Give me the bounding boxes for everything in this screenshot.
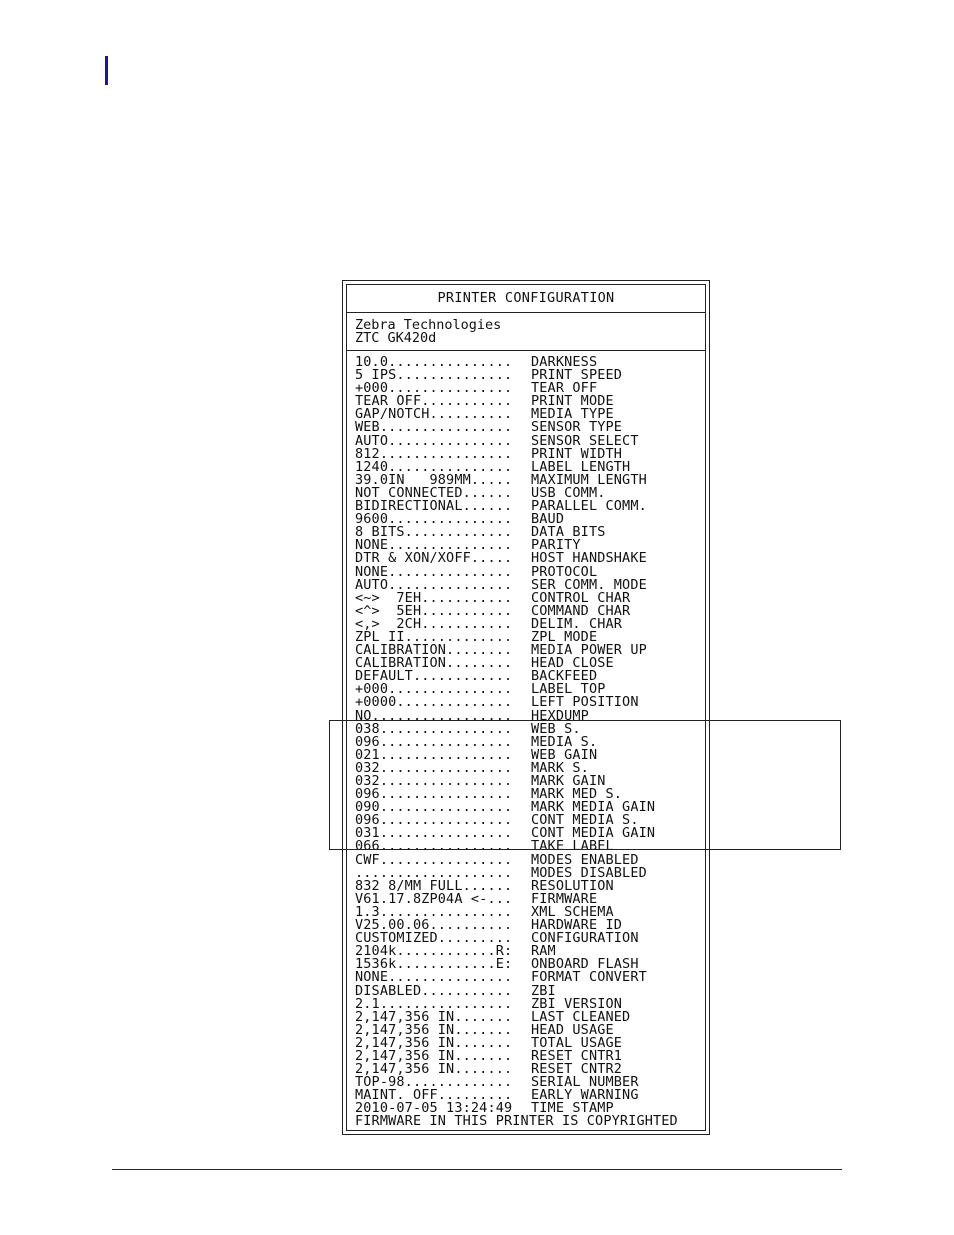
setting-value: 832 8/MM FULL......: [355, 877, 513, 894]
setting-label: HEAD CLOSE: [531, 655, 614, 672]
manufacturer-block: [347, 313, 705, 351]
setting-label: DELIM. CHAR: [531, 615, 623, 632]
setting-label: CONT MEDIA GAIN: [531, 825, 656, 842]
setting-label: LABEL LENGTH: [531, 458, 631, 475]
setting-value: 1.3................: [355, 903, 513, 920]
setting-label: SENSOR TYPE: [531, 419, 623, 436]
setting-value: +0000..............: [355, 694, 513, 711]
setting-value: CALIBRATION........: [355, 655, 513, 672]
setting-label: MEDIA TYPE: [531, 406, 614, 423]
setting-label: USB COMM.: [531, 484, 606, 501]
setting-value: CUSTOMIZED.........: [355, 930, 513, 947]
setting-value: GAP/NOTCH..........: [355, 406, 513, 423]
setting-value: V61.17.8ZP04A <-...: [355, 890, 513, 907]
setting-value: 812................: [355, 445, 513, 462]
setting-label: MARK S.: [531, 759, 589, 776]
setting-value: <~> 7EH...........: [355, 589, 513, 606]
setting-label: CONFIGURATION: [531, 930, 639, 947]
setting-label: EARLY WARNING: [531, 1087, 639, 1104]
setting-label: HEAD USAGE: [531, 1021, 614, 1038]
setting-label: PROTOCOL: [531, 563, 598, 580]
setting-value: 090................: [355, 799, 513, 816]
setting-label: DATA BITS: [531, 524, 606, 541]
setting-label: RESET CNTR2: [531, 1061, 623, 1078]
setting-label: TAKE LABEL: [531, 838, 614, 855]
manufacturer-name: Zebra Technologies: [355, 317, 502, 333]
setting-value: 2,147,356 IN.......: [355, 1061, 513, 1078]
setting-value: 8 BITS.............: [355, 524, 513, 541]
setting-value: 031................: [355, 825, 513, 842]
setting-value: 096................: [355, 786, 513, 803]
setting-value: <^> 5EH...........: [355, 602, 513, 619]
setting-value: 2010-07-05 13:24:49: [355, 1100, 513, 1117]
setting-label: ZBI: [531, 982, 556, 999]
footer-rule: [112, 1169, 842, 1170]
setting-label: FIRMWARE: [531, 890, 598, 907]
setting-label: HARDWARE ID: [531, 917, 623, 934]
setting-value: 2,147,356 IN.......: [355, 1034, 513, 1051]
label-title: PRINTER CONFIGURATION: [347, 285, 705, 313]
setting-label: TIME STAMP: [531, 1100, 614, 1117]
setting-label: PRINT WIDTH: [531, 445, 623, 462]
setting-label: HEXDUMP: [531, 707, 589, 724]
setting-value: 096................: [355, 812, 513, 829]
setting-value: NOT CONNECTED......: [355, 484, 513, 501]
printer-model: ZTC GK420d: [355, 330, 437, 346]
setting-value: <,> 2CH...........: [355, 615, 513, 632]
setting-value: TOP-98.............: [355, 1074, 513, 1091]
setting-label: ONBOARD FLASH: [531, 956, 639, 973]
setting-value: +000...............: [355, 380, 513, 397]
setting-label: WEB GAIN: [531, 746, 598, 763]
setting-value: 9600...............: [355, 511, 513, 528]
setting-value: V25.00.06..........: [355, 917, 513, 934]
copyright-notice: FIRMWARE IN THIS PRINTER IS COPYRIGHTED: [355, 1113, 678, 1130]
printer-configuration-label: [342, 280, 710, 1135]
setting-label: ZPL MODE: [531, 628, 598, 645]
setting-value: 066................: [355, 838, 513, 855]
setting-label: PARITY: [531, 537, 581, 554]
setting-value: AUTO...............: [355, 576, 513, 593]
setting-value: AUTO...............: [355, 432, 513, 449]
setting-label: LABEL TOP: [531, 681, 606, 698]
setting-label: TEAR OFF: [531, 380, 598, 397]
setting-value: 032................: [355, 773, 513, 789]
setting-value: NONE...............: [355, 969, 513, 986]
setting-label: LEFT POSITION: [531, 694, 639, 711]
setting-value: 10.0...............: [355, 354, 513, 370]
setting-label: MAXIMUM LENGTH: [531, 471, 647, 488]
setting-label: MARK MEDIA GAIN: [531, 799, 656, 816]
setting-value: 1240...............: [355, 458, 513, 475]
setting-label: ZBI VERSION: [531, 995, 623, 1012]
setting-value: 038................: [355, 720, 513, 737]
setting-label: COMMAND CHAR: [531, 602, 631, 619]
setting-label: CONT MEDIA S.: [531, 812, 639, 829]
left-margin-bar: [105, 56, 108, 85]
setting-value: DEFAULT............: [355, 668, 513, 685]
sensor-settings-callout-box: [329, 720, 841, 850]
setting-label: SER COMM. MODE: [531, 576, 647, 593]
setting-label: RESOLUTION: [531, 877, 614, 894]
setting-value: NO.................: [355, 707, 513, 724]
setting-value: CALIBRATION........: [355, 642, 513, 659]
setting-label: PRINT MODE: [531, 393, 614, 410]
setting-label: DARKNESS: [531, 354, 598, 370]
setting-label: CONTROL CHAR: [531, 589, 631, 606]
setting-value: DTR & XON/XOFF.....: [355, 550, 513, 567]
setting-value: 39.0IN 989MM.....: [355, 471, 513, 488]
setting-label: PARALLEL COMM.: [531, 498, 647, 515]
setting-value: 2.1................: [355, 995, 513, 1012]
setting-value: NONE...............: [355, 563, 513, 580]
setting-label: RAM: [531, 943, 556, 960]
setting-value: +000...............: [355, 681, 513, 698]
setting-value: TEAR OFF...........: [355, 393, 513, 410]
setting-label: PRINT SPEED: [531, 367, 623, 384]
setting-label: MODES DISABLED: [531, 864, 647, 881]
setting-label: MARK GAIN: [531, 773, 606, 789]
setting-label: SENSOR SELECT: [531, 432, 639, 449]
setting-label: MEDIA POWER UP: [531, 642, 647, 659]
setting-value: 2,147,356 IN.......: [355, 1008, 513, 1025]
setting-label: BAUD: [531, 511, 565, 528]
setting-label: XML SCHEMA: [531, 903, 614, 920]
setting-value: MAINT. OFF.........: [355, 1087, 513, 1104]
setting-value: 096................: [355, 733, 513, 750]
setting-value: BIDIRECTIONAL......: [355, 498, 513, 515]
setting-value: 032................: [355, 759, 513, 776]
setting-label: FORMAT CONVERT: [531, 969, 647, 986]
setting-value: NONE...............: [355, 537, 513, 554]
setting-label: BACKFEED: [531, 668, 598, 685]
setting-value: CWF................: [355, 851, 513, 868]
setting-value: ZPL II.............: [355, 628, 513, 645]
setting-label: RESET CNTR1: [531, 1047, 623, 1064]
label-inner-frame: [346, 284, 706, 1131]
setting-label: SERIAL NUMBER: [531, 1074, 639, 1091]
setting-value: 2,147,356 IN.......: [355, 1021, 513, 1038]
setting-value: 2,147,356 IN.......: [355, 1047, 513, 1064]
setting-label: LAST CLEANED: [531, 1008, 631, 1025]
setting-label: TOTAL USAGE: [531, 1034, 623, 1051]
setting-value: DISABLED...........: [355, 982, 513, 999]
setting-label: WEB S.: [531, 720, 581, 737]
setting-label: MARK MED S.: [531, 786, 623, 803]
setting-label: MEDIA S.: [531, 733, 598, 750]
setting-value: ...................: [355, 864, 513, 881]
setting-label: MODES ENABLED: [531, 851, 639, 868]
setting-label: HOST HANDSHAKE: [531, 550, 647, 567]
setting-value: 5 IPS..............: [355, 367, 513, 384]
setting-value: 2104k............R:: [355, 943, 513, 960]
setting-value: 021................: [355, 746, 513, 763]
setting-value: 1536k............E:: [355, 956, 513, 973]
setting-value: WEB................: [355, 419, 513, 436]
